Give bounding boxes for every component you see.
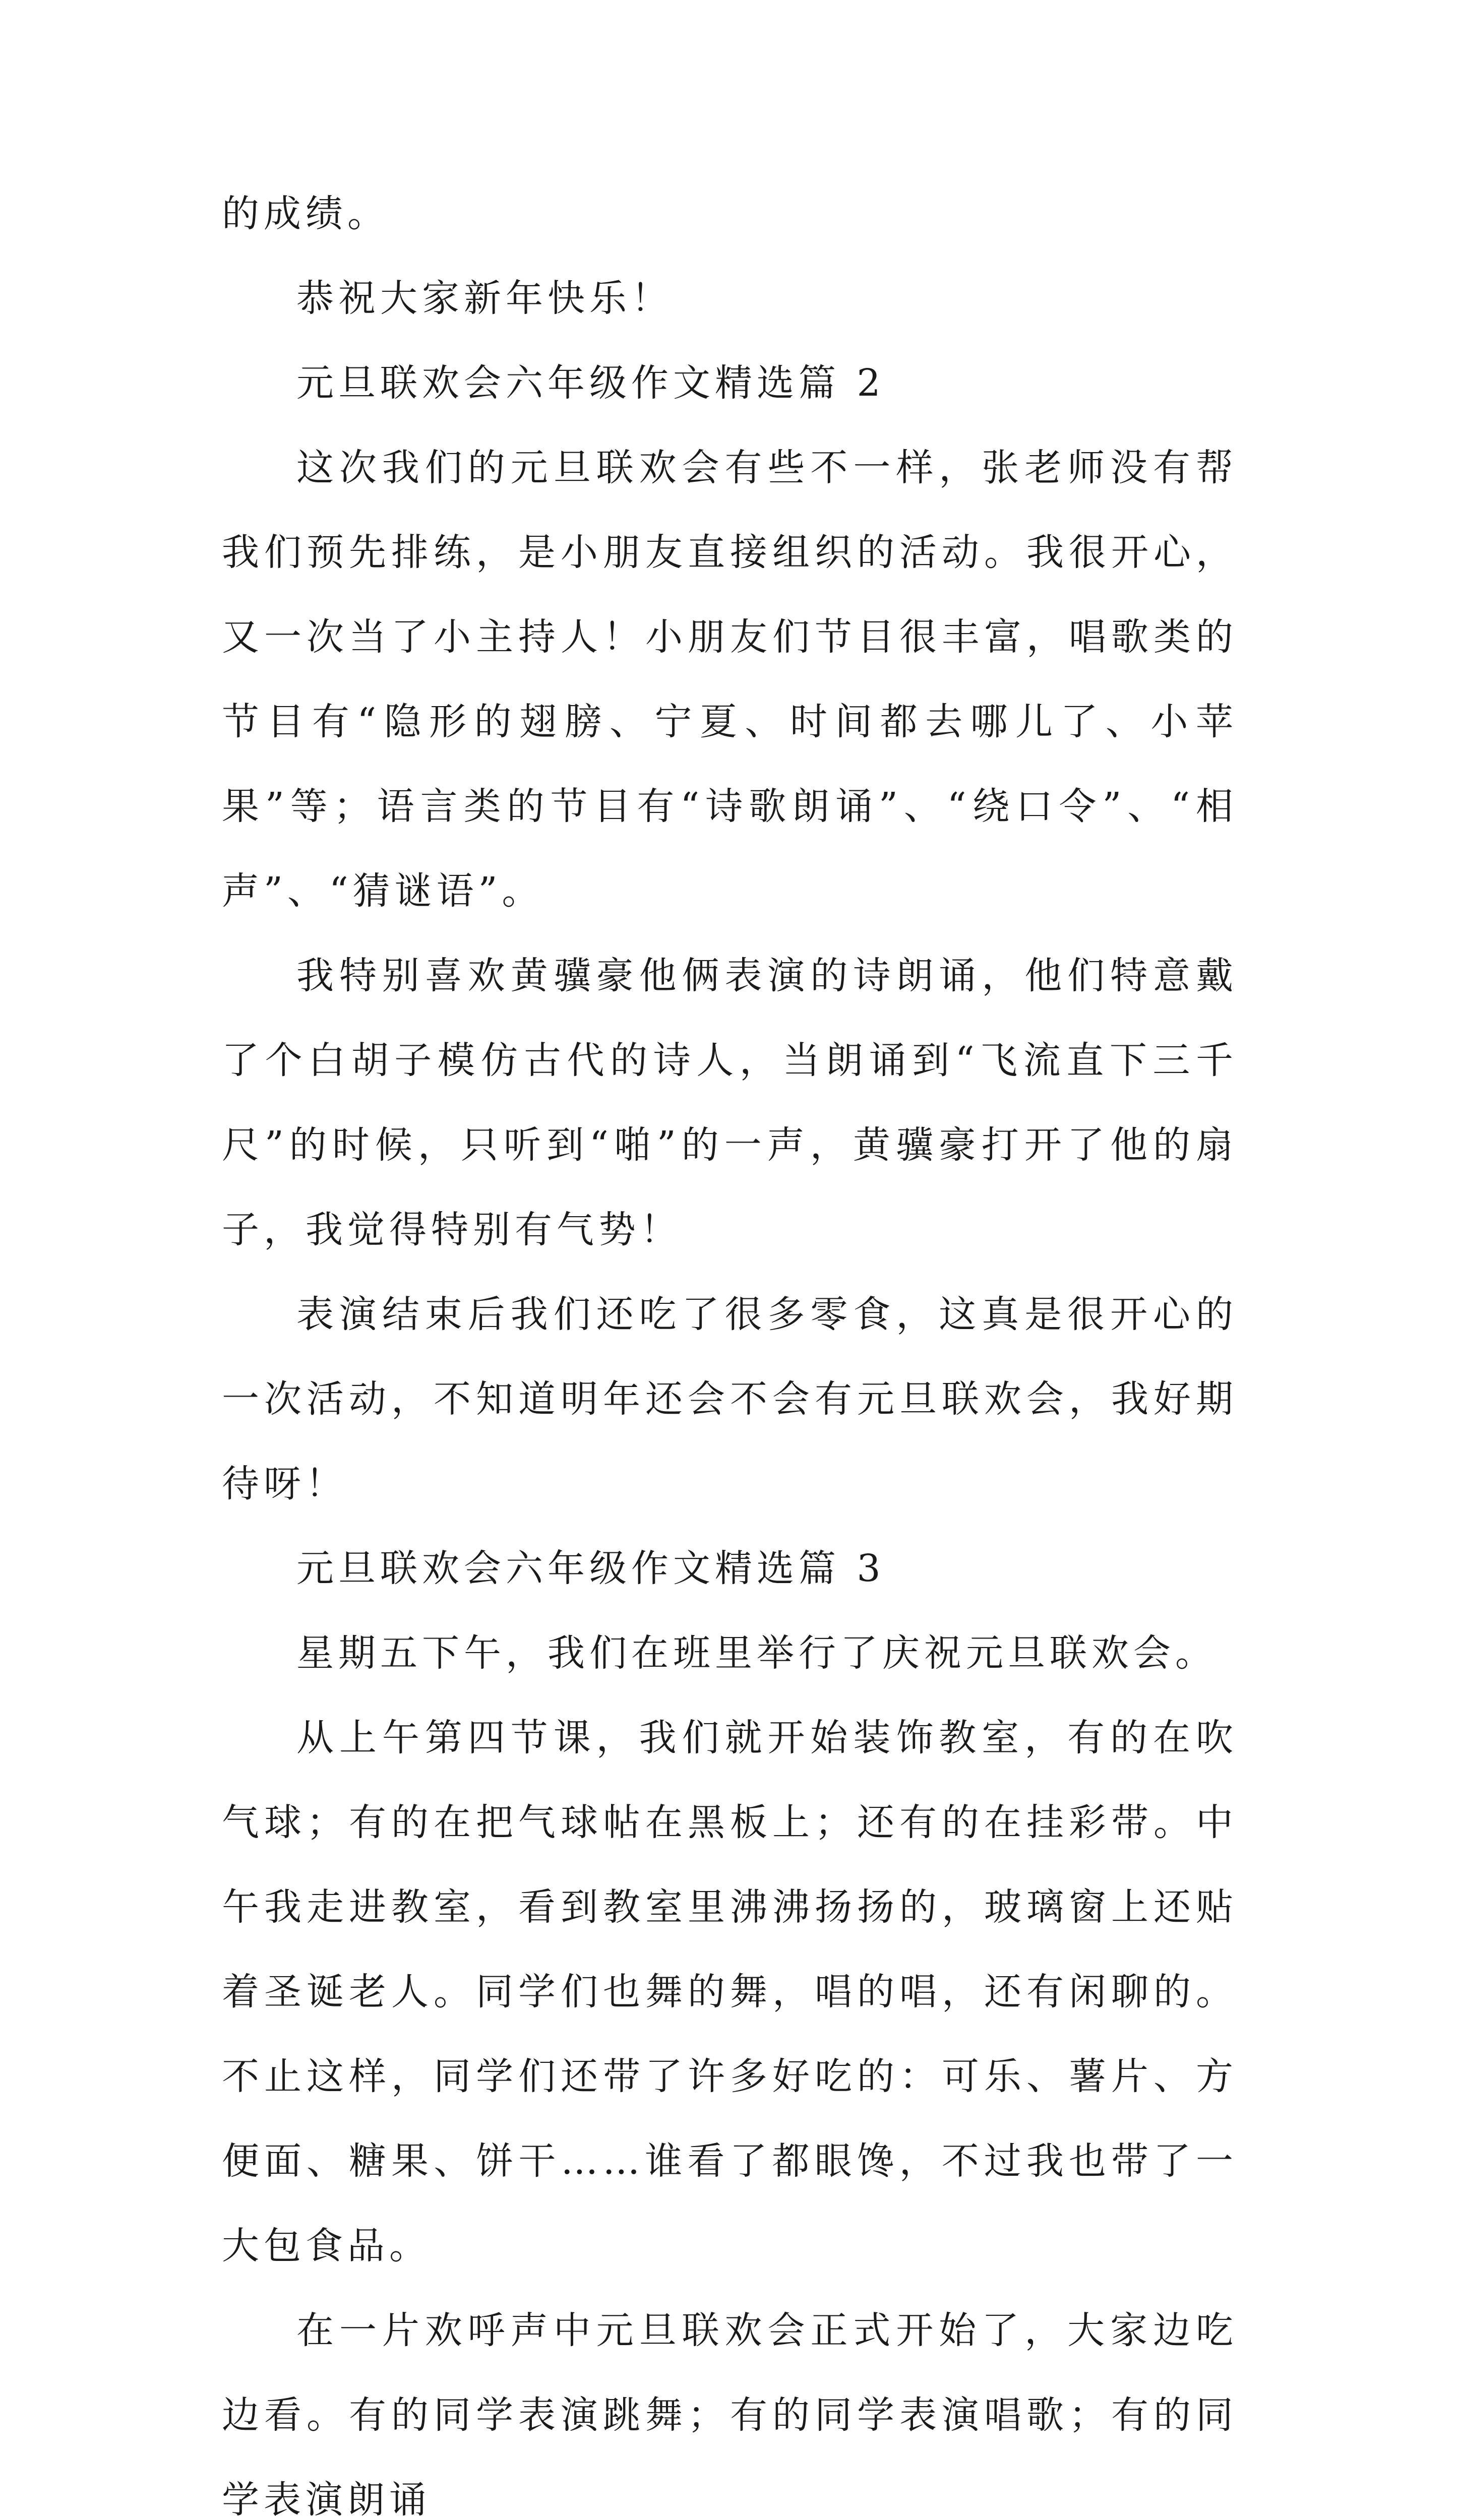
paragraph-party-overview: 这次我们的元旦联欢会有些不一样，张老师没有帮我们预先排练，是小朋友直接组织的活动。我很开心，又一次当了小主持人！小朋友们节目很丰富，唱歌类的节目有“隐形的翅膀、宁夏、时间都去哪儿了、小苹果”等；语言类的节目有“诗歌朗诵”、“绕口令”、“相声”、“猜谜语”。: [222, 446, 1238, 913]
paragraph-poem-recital: 我特别喜欢黄骥豪他俩表演的诗朗诵，他们特意戴了个白胡子模仿古代的诗人，当朗诵到“飞流直下三千尺”的时候，只听到“啪”的一声，黄骥豪打开了他的扇子，我觉得特别有气势！: [222, 954, 1238, 1251]
document-body: [222, 171, 1238, 2520]
paragraph-decorating-classroom: 从上午第四节课，我们就开始装饰教室，有的在吹气球；有的在把气球帖在黑板上；还有的在挂彩带。中午我走进教室，看到教室里沸沸扬扬的，玻璃窗上还贴着圣诞老人。同学们也舞的舞，唱的唱，还有闲聊的。不止这样，同学们还带了许多好吃的：可乐、薯片、方便面、糖果、饼干……谁看了都眼馋，不过我也带了一大包食品。: [222, 1716, 1238, 2267]
paragraph-friday-afternoon: 星期五下午，我们在班里举行了庆祝元旦联欢会。: [296, 1631, 1217, 1675]
paragraph-new-year-wish: 恭祝大家新年快乐！: [296, 277, 673, 320]
section-heading-part-2: 元旦联欢会六年级作文精选篇 2: [296, 361, 885, 405]
paragraph-party-begins: 在一片欢呼声中元旦联欢会正式开始了，大家边吃边看。有的同学表演跳舞；有的同学表演唱歌；有的同学表演朗诵: [222, 2309, 1238, 2520]
paragraph-continuation: 的成绩。: [222, 192, 389, 235]
paragraph-after-show: 表演结束后我们还吃了很多零食，这真是很开心的一次活动，不知道明年还会不会有元旦联欢会，我好期待呀！: [222, 1293, 1238, 1505]
section-heading-part-3: 元旦联欢会六年级作文精选篇 3: [296, 1547, 885, 1590]
